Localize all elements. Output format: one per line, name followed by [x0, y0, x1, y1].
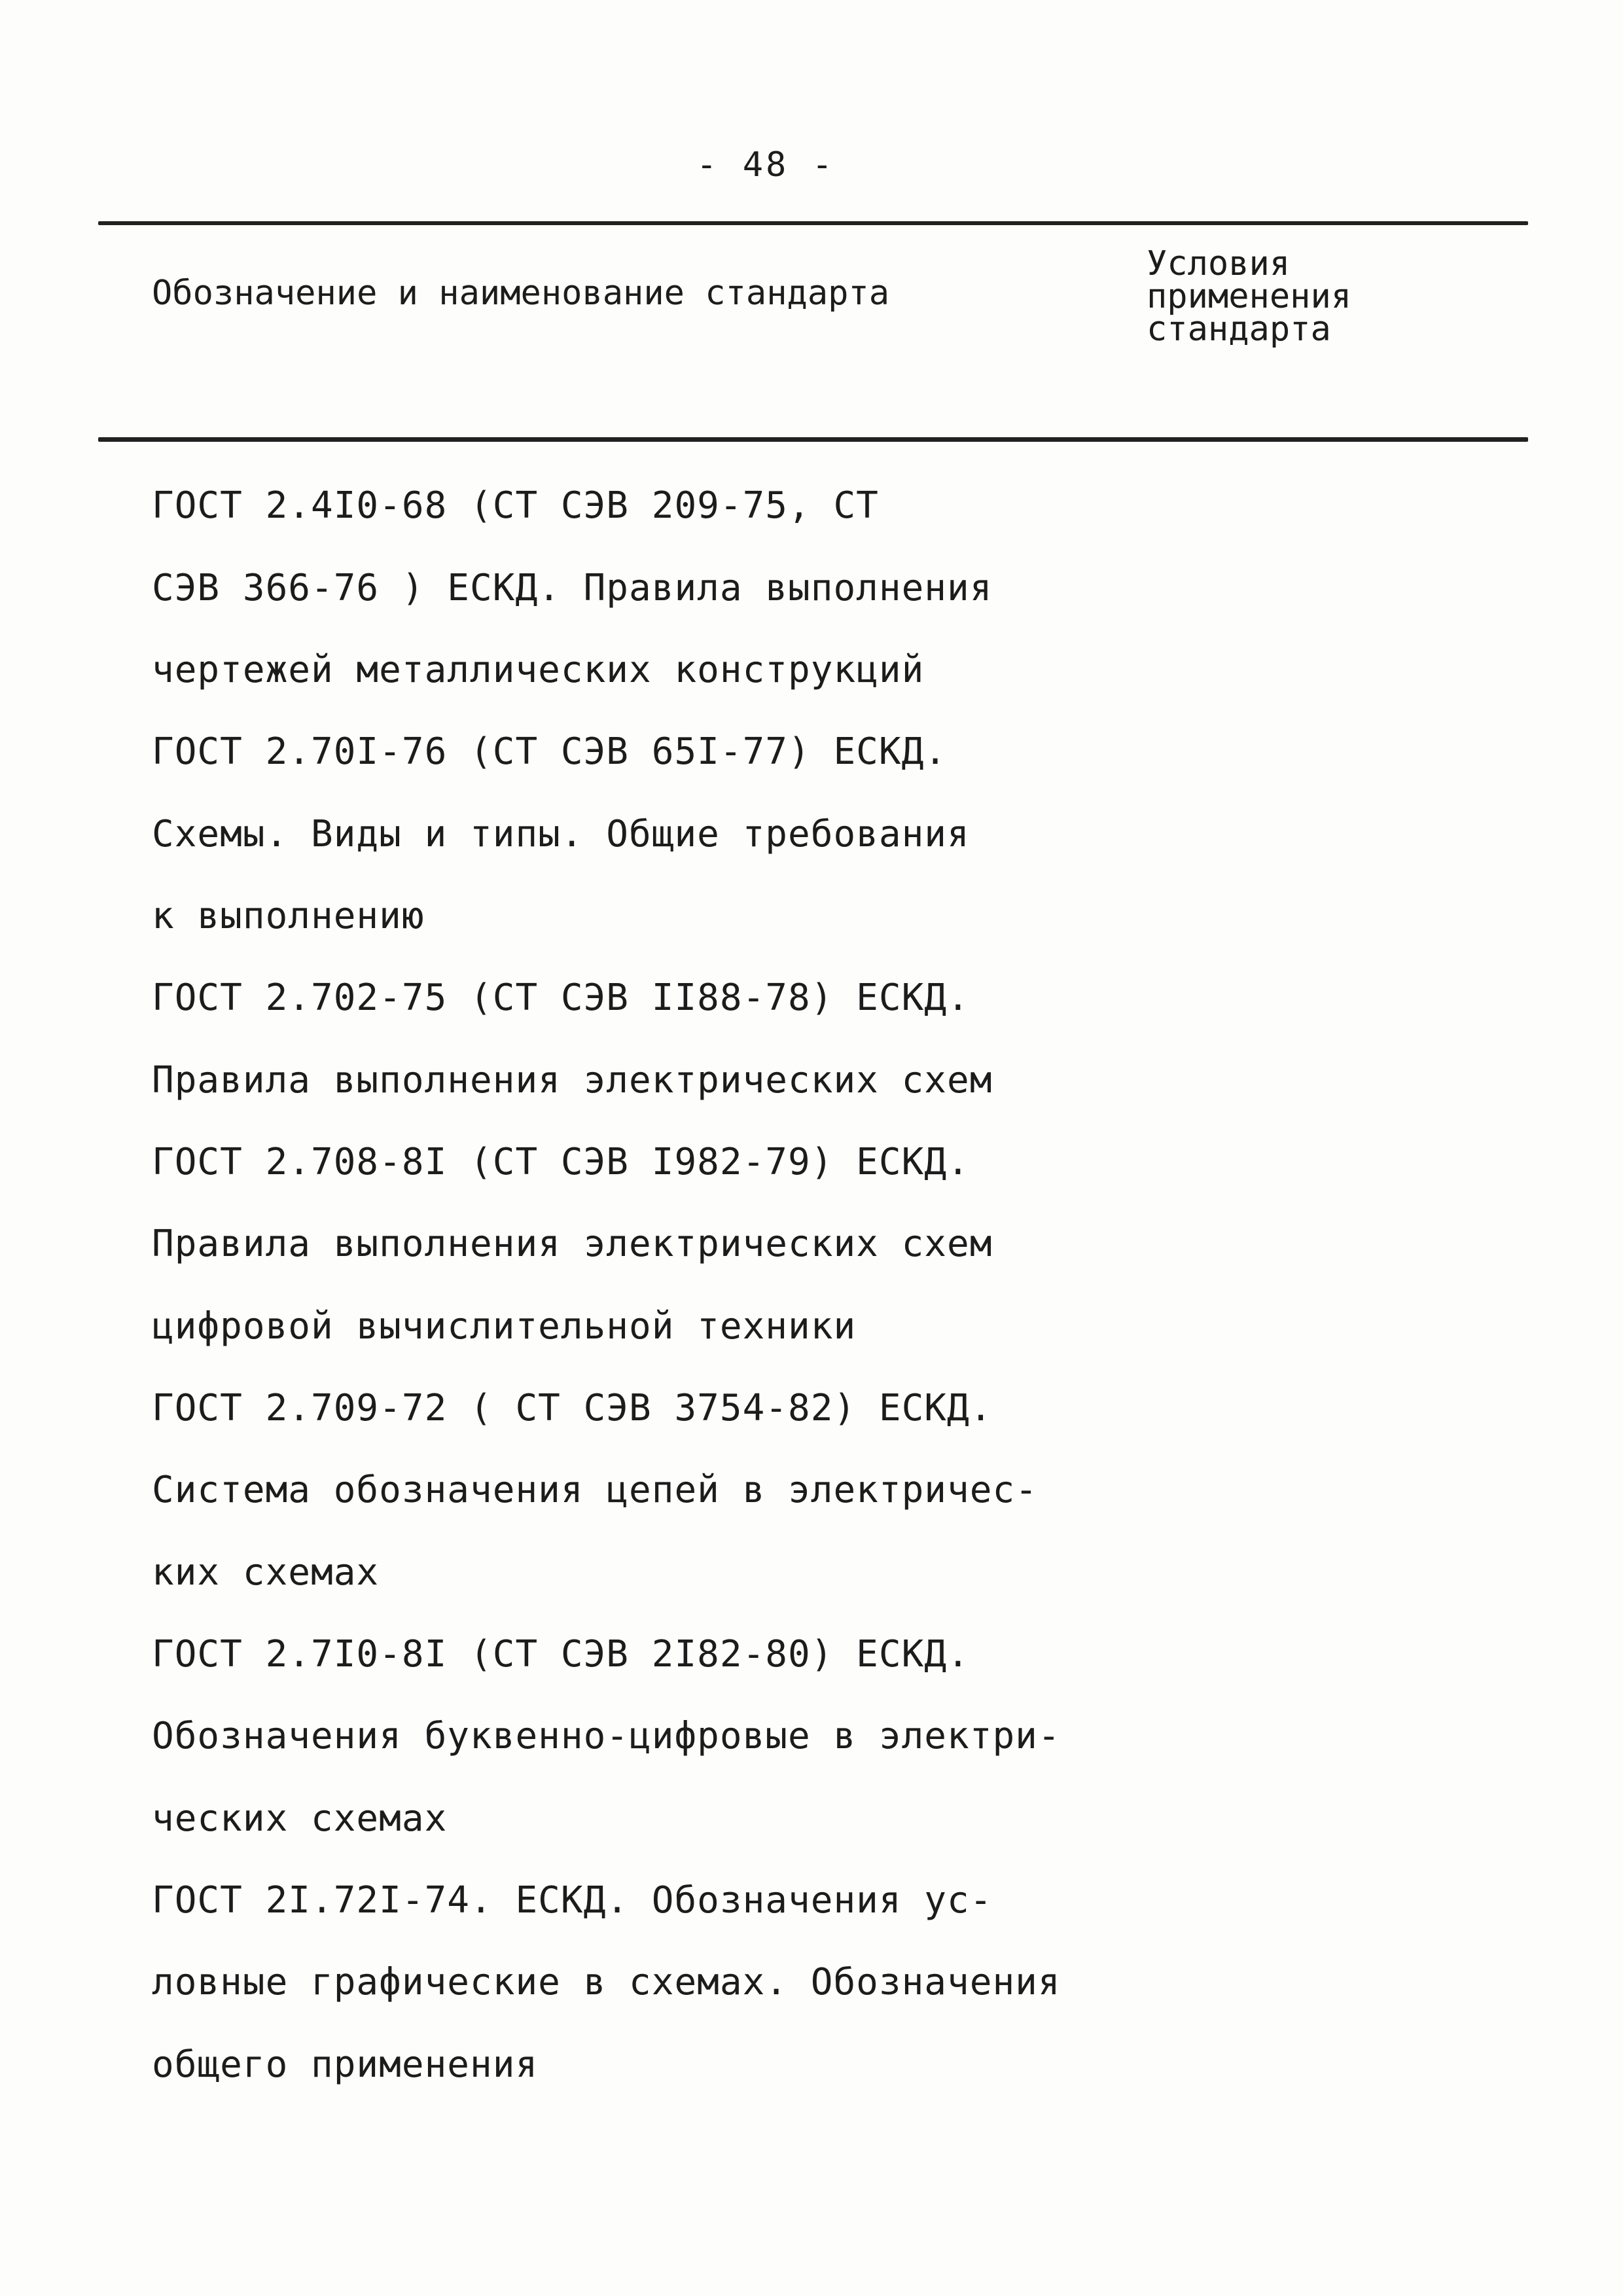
standard-line: к выполнению — [152, 895, 425, 937]
standard-line: СЭВ 366-76 ) ЕСКД. Правила выполнения — [152, 567, 993, 609]
designation-column-header: Обозначение и наименование стандарта — [152, 274, 890, 313]
conditions-header-line: применения — [1147, 277, 1352, 316]
standard-line: чертежей металлических конструкций — [152, 649, 925, 691]
standard-line: Правила выполнения электрических схем — [152, 1059, 993, 1102]
standard-line: ГОСТ 2.70I-76 (СТ СЭВ 65I-77) ЕСКД. — [152, 730, 948, 773]
conditions-header-line: Условия — [1147, 244, 1291, 283]
standard-line: ГОСТ 2I.72I-74. ЕСКД. Обозначения ус- — [152, 1879, 993, 1922]
conditions-header-line: стандарта — [1147, 310, 1331, 349]
standard-line: ких схемах — [152, 1551, 380, 1594]
standard-line: ГОСТ 2.708-8I (СТ СЭВ I982-79) ЕСКД. — [152, 1141, 970, 1183]
standard-line: ГОСТ 2.4I0-68 (СТ СЭВ 209-75, СТ — [152, 484, 879, 527]
standard-line: ГОСТ 2.709-72 ( СТ СЭВ 3754-82) ЕСКД. — [152, 1387, 993, 1429]
standard-line: ловные графические в схемах. Обозначения — [152, 1961, 1061, 2003]
standard-line: Схемы. Виды и типы. Общие требования — [152, 813, 970, 855]
standard-line: Обозначения буквенно-цифровые в электри- — [152, 1715, 1061, 1757]
standard-line: Система обозначения цепей в электричес- — [152, 1469, 1038, 1511]
standard-line: ГОСТ 2.7I0-8I (СТ СЭВ 2I82-80) ЕСКД. — [152, 1633, 970, 1676]
standard-line: Правила выполнения электрических схем — [152, 1223, 993, 1265]
standard-line: общего применения — [152, 2043, 539, 2086]
page-number: - 48 - — [696, 145, 835, 185]
standard-line: ческих схемах — [152, 1797, 448, 1840]
standard-line: ГОСТ 2.702-75 (СТ СЭВ II88-78) ЕСКД. — [152, 977, 970, 1019]
standard-line: цифровой вычислительной техники — [152, 1305, 857, 1348]
